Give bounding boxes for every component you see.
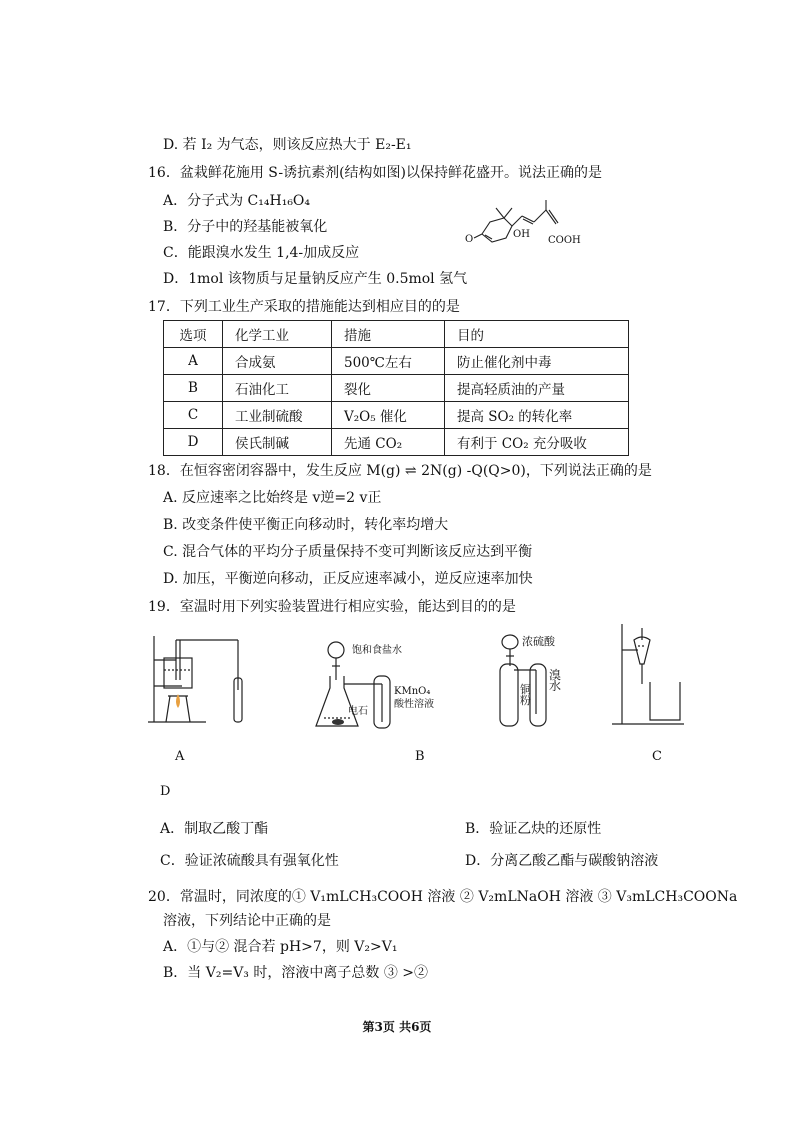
q18-option-c: C. 混合气体的平均分子质量保持不变可判断该反应达到平衡 [163, 544, 533, 560]
table-header-row [164, 321, 629, 348]
q19-option-c: C．验证浓硫酸具有强氧化性 [160, 853, 339, 869]
c-right-label: 溴水 [549, 668, 562, 693]
q16-stem: 16．盆栽鲜花施用 S-诱抗素剂(结构如图)以保持鲜花盛开。说法正确的是 [148, 165, 603, 181]
q16-option-b: B．分子中的羟基能被氧化 [163, 219, 328, 235]
table-cell: C [164, 402, 223, 429]
table-row [164, 429, 629, 456]
q20-stem-line2: 溶液，下列结论中正确的是 [163, 913, 331, 929]
q18-stem: 18．在恒容密闭容器中，发生反应 M(g) ⇌ 2N(g) -Q(Q>0)，下列说法正确的是 [148, 463, 652, 479]
q18-option-a: A. 反应速率之比始终是 v逆=2 v正 [163, 490, 382, 506]
table-cell: 500℃左右 [332, 348, 445, 375]
apparatus-a-drawing [146, 630, 256, 730]
q17-table [163, 320, 629, 456]
table-cell: 石油化工 [223, 375, 332, 402]
table-row [164, 375, 629, 402]
q19-option-a: A．制取乙酸丁酯 [160, 821, 269, 837]
table-cell: 防止催化剂中毒 [445, 348, 629, 375]
c-left-label: 铜粉 [520, 683, 531, 707]
table-cell: D [164, 429, 223, 456]
q20-option-b: B．当 V₂=V₃ 时，溶液中离子总数 ③ >② [163, 965, 428, 981]
q19-option-d: D．分离乙酸乙酯与碳酸钠溶液 [465, 853, 659, 869]
b-solid-label: 电石 [348, 706, 368, 717]
q15-option-d: D. 若 I₂ 为气态，则该反应热大于 E₂-E₁ [163, 137, 412, 153]
q20-option-a: A．①与② 混合若 pH>7，则 V₂>V₁ [163, 939, 398, 955]
carbonyl-o-label: O [465, 234, 474, 245]
table-header-cell: 选项 [164, 321, 223, 348]
table-cell: 工业制硫酸 [223, 402, 332, 429]
q18-option-d: D. 加压，平衡逆向移动，正反应速率减小，逆反应速率加快 [163, 571, 533, 587]
table-cell: 提高轻质油的产量 [445, 375, 629, 402]
table-row [164, 402, 629, 429]
b-top-label: 饱和食盐水 [352, 645, 402, 656]
q19-option-b: B．验证乙炔的还原性 [465, 821, 602, 837]
table-row [164, 348, 629, 375]
table-cell: 先通 CO₂ [332, 429, 445, 456]
table-header-cell: 目的 [445, 321, 629, 348]
b-reagent-label: KMnO₄ [394, 686, 431, 697]
table-cell: A [164, 348, 223, 375]
table-cell: 有利于 CO₂ 充分吸收 [445, 429, 629, 456]
fig-label-d: D [160, 784, 171, 799]
q16-option-d: D．1mol 该物质与足量钠反应产生 0.5mol 氢气 [163, 271, 468, 287]
q19-stem: 19．室温时用下列实验装置进行相应实验，能达到目的的是 [148, 599, 516, 615]
table-cell: B [164, 375, 223, 402]
apparatus-d-drawing [604, 620, 694, 730]
fig-label-b: B [415, 749, 425, 764]
page-footer: 第3页 共6页 [362, 1020, 432, 1034]
table-cell: 裂化 [332, 375, 445, 402]
fig-label-c: C [652, 749, 662, 764]
q20-stem-line1: 20．常温时，同浓度的① V₁mLCH₃COOH 溶液 ② V₂mLNaOH 溶液 ③ V₃mLCH₃COONa [148, 889, 738, 905]
carboxyl-label: COOH [548, 235, 581, 246]
b-solution-label: 酸性溶液 [394, 699, 434, 710]
hydroxyl-label: OH [513, 229, 530, 240]
c-top-label: 浓硫酸 [522, 635, 555, 648]
q16-option-c: C．能跟溴水发生 1,4-加成反应 [163, 245, 360, 261]
table-cell: 提高 SO₂ 的转化率 [445, 402, 629, 429]
table-cell: 合成氨 [223, 348, 332, 375]
s-abscisic-acid-structure [460, 196, 600, 256]
table-header-cell: 措施 [332, 321, 445, 348]
fig-label-a: A [175, 749, 185, 764]
q17-stem: 17．下列工业生产采取的措施能达到相应目的的是 [148, 299, 460, 315]
table-header-cell: 化学工业 [223, 321, 332, 348]
table-cell: 侯氏制碱 [223, 429, 332, 456]
q16-option-a: A．分子式为 C₁₄H₁₆O₄ [163, 193, 311, 209]
table-cell: V₂O₅ 催化 [332, 402, 445, 429]
q18-option-b: B. 改变条件使平衡正向移动时，转化率均增大 [163, 517, 449, 533]
